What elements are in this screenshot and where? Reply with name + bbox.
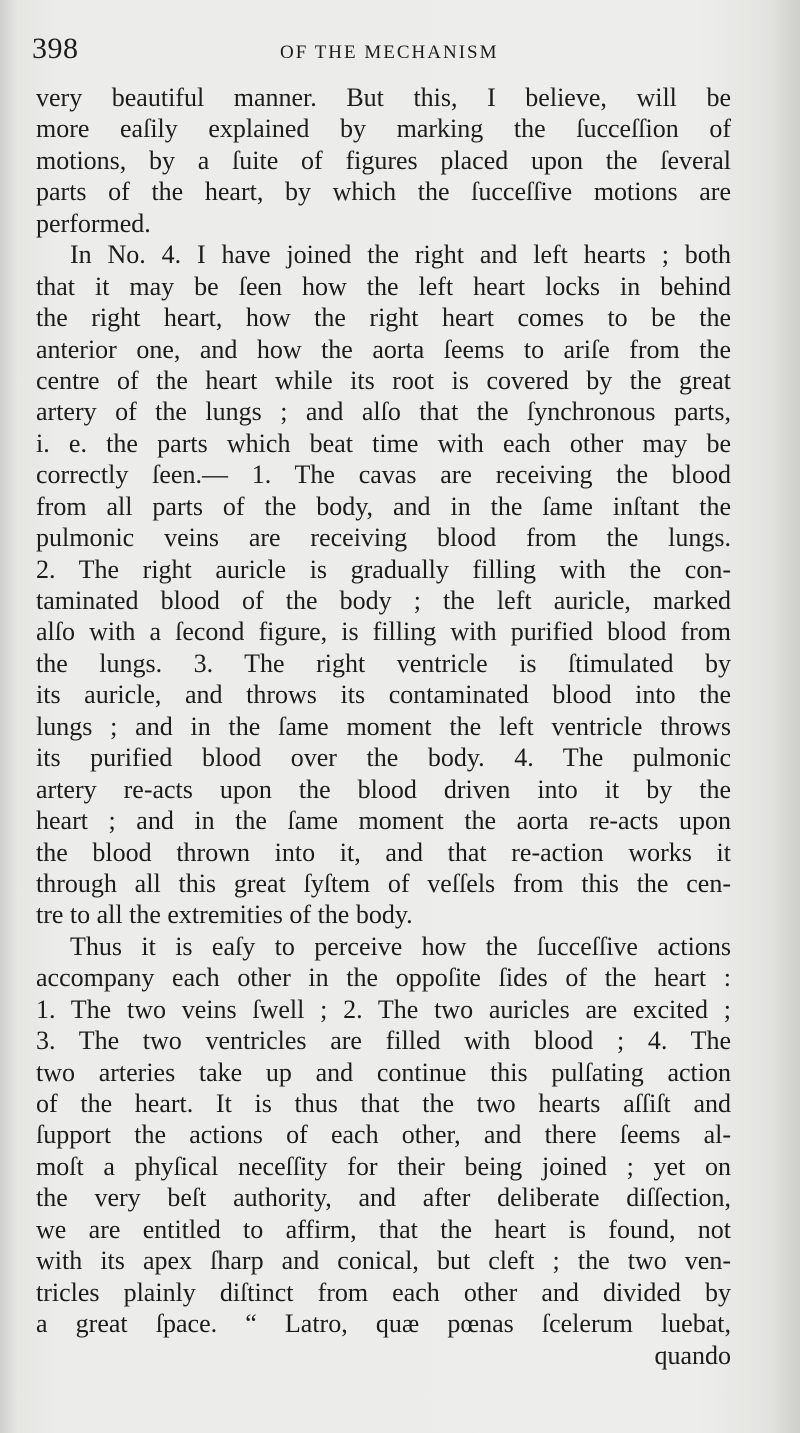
text-line: tre to all the extremities of the body.: [36, 900, 413, 930]
text-line: we are entitled to affirm, that the heart is found, not: [36, 1214, 731, 1244]
text-line: performed.: [36, 208, 151, 238]
text-line: correctly ſeen.— 1. The cavas are receiving the blood: [36, 460, 731, 490]
text-line: of the heart. It is thus that the two hearts aſſiſt and: [36, 1089, 731, 1118]
page-header: [32, 32, 732, 72]
text-line: 3. The two ventricles are filled with blood ; 4. The: [36, 1026, 731, 1056]
text-line: the right heart, how the right heart comes to be the: [36, 303, 731, 333]
text-line: a great ſpace. “ Latro, quæ pœnas ſcelerum luebat,: [36, 1309, 731, 1339]
text-line: moſt a phyſical neceſſity for their being joined ; yet on: [36, 1151, 731, 1181]
text-line: its purified blood over the body. 4. The pulmonic: [36, 743, 731, 773]
text-line: taminated blood of the body ; the left auricle, marked: [36, 586, 731, 615]
text-line: parts of the heart, by which the ſucceſſive motions are: [36, 177, 731, 207]
body-text: [36, 82, 731, 1371]
text-line: quando: [654, 1340, 731, 1370]
text-line: from all parts of the body, and in the ſame inſtant the: [36, 491, 731, 521]
page-number: 398: [32, 32, 79, 65]
text-line: i. e. the parts which beat time with each other may be: [36, 428, 731, 458]
text-line: heart ; and in the ſame moment the aorta re-acts upon: [36, 806, 731, 836]
text-line: that it may be ſeen how the left heart locks in behind: [36, 271, 731, 301]
text-line: 2. The right auricle is gradually filling with the con-: [36, 554, 731, 584]
text-line: centre of the heart while its root is covered by the great: [36, 365, 731, 395]
text-line: two arteries take up and continue this pulſating action: [36, 1057, 731, 1087]
text-line: alſo with a ſecond figure, is filling with purified blood from: [36, 617, 731, 647]
text-line: through all this great ſyſtem of veſſels from this the cen-: [36, 868, 731, 898]
text-line: more eaſily explained by marking the ſucceſſion of: [36, 114, 731, 144]
text-line: anterior one, and how the aorta ſeems to ariſe from the: [36, 334, 731, 364]
text-line: its auricle, and throws its contaminated blood into the: [36, 680, 731, 710]
text-line: Thus it is eaſy to perceive how the ſucceſſive actions: [70, 931, 731, 961]
text-line: very beautiful manner. But this, I believe, will be: [36, 83, 731, 112]
text-line: pulmonic veins are receiving blood from the lungs.: [36, 523, 731, 553]
text-line: artery of the lungs ; and alſo that the ſynchronous parts,: [36, 397, 731, 427]
text-line: lungs ; and in the ſame moment the left ventricle throws: [36, 711, 731, 741]
text-line: the lungs. 3. The right ventricle is ſtimulated by: [36, 648, 731, 678]
text-line: the blood thrown into it, and that re-action works it: [36, 837, 731, 867]
text-line: the very beſt authority, and after deliberate diſſection,: [36, 1183, 731, 1213]
text-line: tricles plainly diſtinct from each other and divided by: [36, 1277, 731, 1307]
running-head: OF THE MECHANISM: [280, 42, 499, 63]
text-line: ſupport the actions of each other, and there ſeems al-: [36, 1120, 731, 1150]
text-line: In No. 4. I have joined the right and left hearts ; both: [70, 240, 731, 270]
text-line: artery re-acts upon the blood driven into it by the: [36, 774, 731, 804]
text-line: motions, by a ſuite of figures placed upon the ſeveral: [36, 145, 731, 175]
text-line: with its apex ſharp and conical, but cleft ; the two ven-: [36, 1246, 731, 1276]
text-line: accompany each other in the oppoſite ſides of the heart :: [36, 963, 731, 993]
text-line: 1. The two veins ſwell ; 2. The two auricles are excited ;: [36, 994, 731, 1024]
